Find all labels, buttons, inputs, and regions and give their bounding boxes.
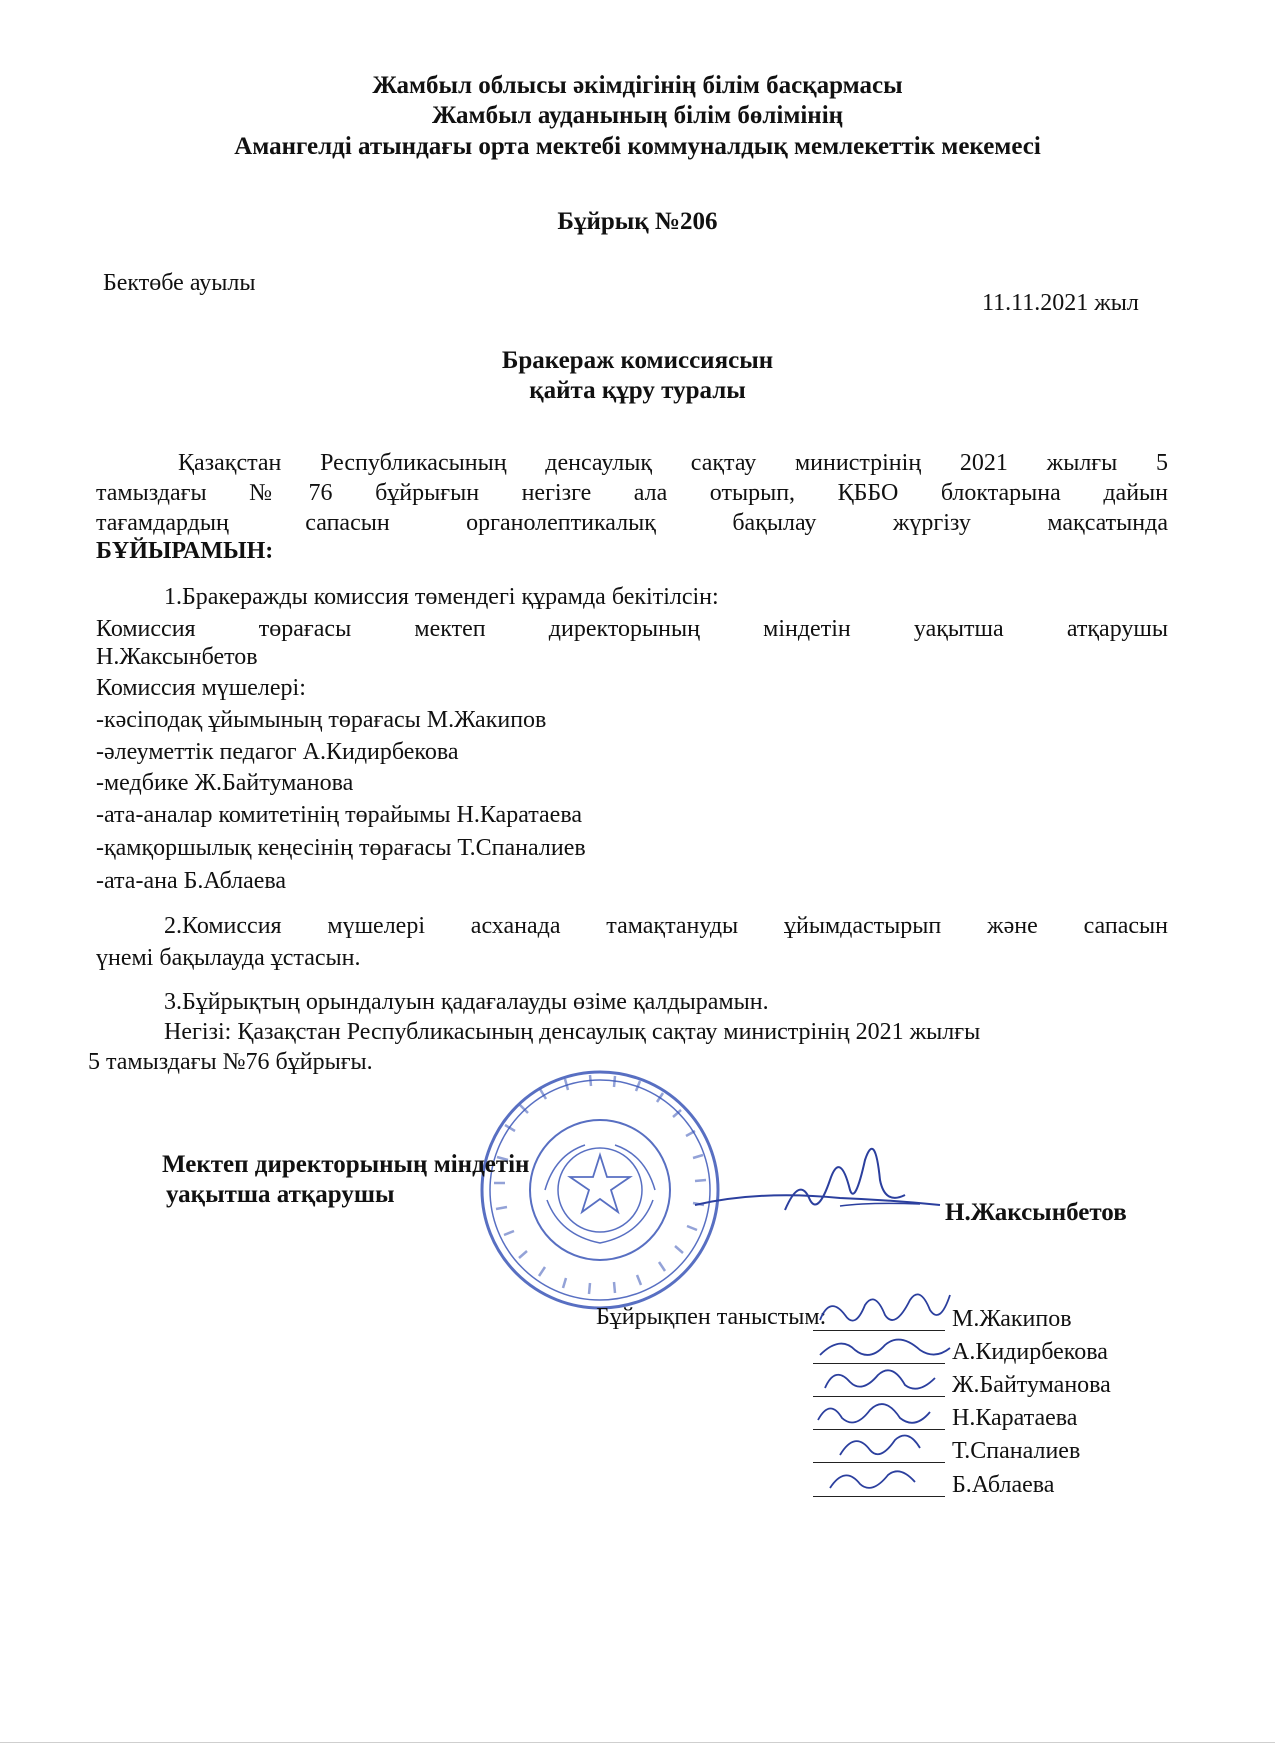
header-line-1: Жамбыл облысы әкімдігінің білім басқармасы xyxy=(372,72,903,99)
member-item: -медбике Ж.Байтуманова xyxy=(96,770,354,796)
acquainted-name: Б.Аблаева xyxy=(952,1472,1055,1498)
order-place: Бектөбе ауылы xyxy=(103,270,256,296)
basis-line-2: 5 тамыздағы №76 бұйрығы. xyxy=(88,1049,373,1075)
member-item: -ата-ана Б.Аблаева xyxy=(96,868,287,894)
command-word: БҰЙЫРАМЫН: xyxy=(96,538,274,564)
acquainted-name: Ж.Байтуманова xyxy=(952,1372,1111,1398)
order-date: 11.11.2021 жыл xyxy=(982,290,1139,316)
member-item: -қамқоршылық кеңесінің төрағасы Т.Спаналиев xyxy=(96,835,586,861)
preamble-line-2: тамыздағы №76 бұйрығын негізге ала отырып, ҚББО блоктарына дайын xyxy=(96,480,1168,506)
acquainted-label: Бұйрықпен таныстым: xyxy=(596,1304,827,1330)
chair-line-1: Комиссия төрағасы мектеп директорының міндетін уақытша атқарушы xyxy=(96,616,1168,642)
preamble-line-3: тағамдардың сапасын органолептикалық бақылау жүргізу мақсатында xyxy=(96,510,1168,536)
chair-line-2: Н.Жаксынбетов xyxy=(96,644,258,670)
signature-title-line-2: уақытша атқарушы xyxy=(166,1181,395,1208)
member-item: -әлеуметтік педагог А.Кидирбекова xyxy=(96,739,459,765)
acquainted-name: Т.Спаналиев xyxy=(952,1438,1081,1464)
members-title: Комиссия мүшелері: xyxy=(96,675,306,701)
item-3: 3.Бұйрықтың орындалуын қадағалауды өзіме қалдырамын. xyxy=(164,989,769,1015)
acquainted-name: Н.Каратаева xyxy=(952,1405,1078,1431)
member-item: -ата-аналар комитетінің төрайымы Н.Каратаева xyxy=(96,802,582,828)
subject-line-2: қайта құру туралы xyxy=(529,377,746,404)
page-bottom-edge xyxy=(0,1742,1275,1743)
item-2-line-2: үнемі бақылауда ұстасын. xyxy=(96,945,361,971)
order-number: Бұйрық №206 xyxy=(557,208,718,235)
director-name: Н.Жаксынбетов xyxy=(945,1199,1127,1226)
acquainted-name: М.Жакипов xyxy=(952,1306,1072,1332)
official-stamp-icon xyxy=(475,1065,725,1315)
header-line-2: Жамбыл ауданының білім бөлімінің xyxy=(431,102,844,129)
preamble-line-1: Қазақстан Республикасының денсаулық сақтау министрінің 2021 жылғы 5 xyxy=(178,450,1168,476)
signature-title-line-1: Мектеп директорының міндетін xyxy=(162,1151,530,1178)
item-1: 1.Бракеражды комиссия төмендегі құрамда бекітілсін: xyxy=(164,584,719,610)
member-item: -кәсіподақ ұйымының төрағасы М.Жакипов xyxy=(96,707,547,733)
header-line-3: Амангелді атындағы орта мектебі коммуналдық мемлекеттік мекемесі xyxy=(234,133,1041,160)
acquainted-name: А.Кидирбекова xyxy=(952,1339,1108,1365)
subject-line-1: Бракераж комиссиясын xyxy=(501,347,774,374)
member-signatures-icon xyxy=(800,1270,960,1510)
director-signature-icon xyxy=(690,1120,950,1230)
basis-line-1: Негізі: Қазақстан Республикасының денсаулық сақтау министрінің 2021 жылғы xyxy=(164,1019,981,1045)
item-2-line-1: 2.Комиссия мүшелері асханада тамақтануды ұйымдастырып және сапасын xyxy=(164,913,1168,939)
